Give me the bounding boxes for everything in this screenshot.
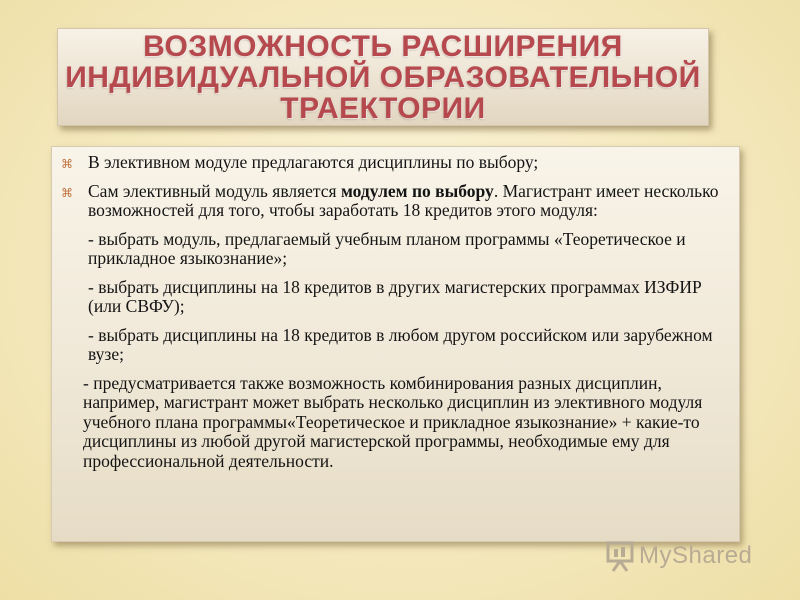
bullet-text: В элективном модуле предлагаются дисциплины по выбору; <box>88 152 539 172</box>
bullet-text: Сам элективный модуль является <box>88 180 341 201</box>
watermark-logo <box>605 536 765 576</box>
option-item: - выбрать дисциплины на 18 кредитов в любом другом российском или зарубежном вузе; <box>88 324 713 364</box>
title-line: ИНДИВИДУАЛЬНОЙ ОБРАЗОВАТЕЛЬНОЙ <box>65 61 701 94</box>
slide-title <box>58 31 708 124</box>
title-line: ТРАЕКТОРИИ <box>280 92 486 125</box>
slide-body <box>61 152 728 480</box>
title-box <box>57 28 709 126</box>
bullet-bold-text: модулем по выбору <box>340 180 494 201</box>
option-item: - предусматривается также возможность комбинирования разных дисциплин, например, магистрант может выбрать несколько дисциплин из элективного модуля учебного плана программы«Теоретическое и прикладное языкознание» + какие-то дисциплины из любой другой магистерской программы, необходимые ему для профессиональной деятельности. <box>83 372 703 471</box>
bullet-item <box>61 180 728 221</box>
bullet-icon: ⌘ <box>61 185 73 200</box>
bullet-item <box>61 152 728 173</box>
title-line: ВОЗМОЖНОСТЬ РАСШИРЕНИЯ <box>143 30 623 63</box>
content-box <box>51 146 740 542</box>
option-item: - выбрать модуль, предлагаемый учебным планом программы «Теоретическое и прикладное языкознание»; <box>88 228 686 268</box>
option-item: - выбрать дисциплины на 18 кредитов в других магистерских программах ИЗФИР (или СВФУ); <box>88 276 702 316</box>
bullet-icon: ⌘ <box>61 157 73 171</box>
watermark-text: MyShared <box>639 542 753 569</box>
presentation-board-icon <box>605 539 635 573</box>
bullet-text: . Магистрант имеет несколько возможностей для того, чтобы заработать 18 кредитов этого модуля: <box>88 180 719 220</box>
